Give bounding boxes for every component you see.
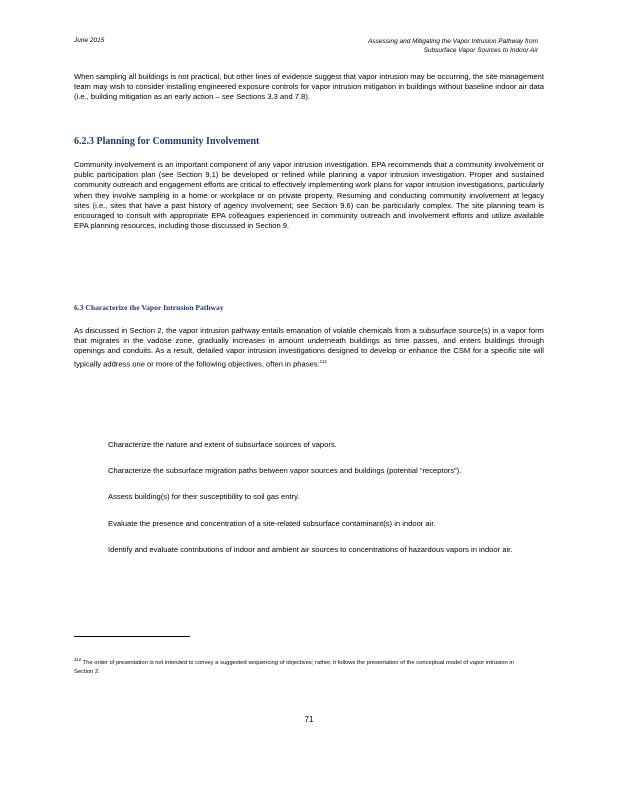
section-623-body: Community involvement is an important component of any vapor intrusion investigation. EPA recommends that a community involvement or public participation plan (see Section 9.1) be developed or refined while planning a vapor intrusion investigation. Proper and sustained community outreach and engagement efforts are critical to effectively implementing work plans for vapor intrusion investigations, particularly when they involve sampling in a home or workplace or on private property. Resuming and conducting community involvement at legacy sites (i.e., sites that have a past history of agency involvement; see Section 9.6) can be particularly complex. The site planning team is encouraged to consult with appropriate EPA colleagues experienced in community outreach and involvement efforts and utilize available EPA planning resources, including those discussed in Section 9.: [74, 160, 544, 231]
list-item: [88, 519, 543, 529]
section-63-body: [74, 326, 544, 369]
page-number: 71: [304, 715, 314, 724]
list-item-text: Characterize the subsurface migration paths between vapor sources and buildings (potential “receptors”).: [108, 466, 462, 476]
list-item: [88, 492, 543, 502]
list-item-text: Assess building(s) for their susceptibility to soil gas entry.: [108, 492, 300, 502]
section-63-heading: 6.3 Characterize the Vapor Intrusion Pathway: [74, 303, 224, 312]
header-date: June 2015: [74, 37, 105, 44]
list-item: [88, 440, 543, 450]
list-item-text: Identify and evaluate contributions of indoor and ambient air sources to concentrations of hazardous vapors in indoor air.: [108, 544, 513, 554]
footnote-divider: [74, 636, 190, 637]
section-63-body-text: As discussed in Section 2, the vapor intrusion pathway entails emanation of volatile chemicals from a subsurface source(s) in a vapor form that migrates in the vadose zone, gradually increases in amount underneath buildings as time passes, and enters buildings through openings and conduits. As a result, detailed vapor intrusion investigations designed to develop or enhance the CSM for a specific site will typically address one or more of the following objectives, often in phases:: [74, 326, 544, 369]
footnote-text: The order of presentation is not intended to convey a suggested sequencing of objectives; rather, it follows the presentation of the conceptual model of vapor intrusion in Section 2.: [74, 659, 514, 675]
footnote: [74, 655, 514, 677]
footnote-number: 112: [74, 657, 82, 662]
section-623-heading: 6.2.3 Planning for Community Involvement: [74, 136, 260, 147]
header-title-line1: Assessing and Mitigating the Vapor Intrusion Pathway from: [368, 38, 538, 45]
list-item: [88, 466, 543, 476]
header-title-line2: Subsurface Vapor Sources to Indoor Air: [423, 47, 538, 54]
intro-paragraph: When sampling all buildings is not practical, but other lines of evidence suggest that vapor intrusion may be occurring, the site management team may wish to consider installing engineered exposure controls for vapor intrusion mitigation in buildings without baseline indoor air data (i.e., building mitigation as an early action – see Sections 3.3 and 7.8).: [74, 72, 544, 102]
list-item-text: Evaluate the presence and concentration of a site-related subsurface contaminant(s) in indoor air.: [108, 518, 436, 528]
list-item-text: Characterize the nature and extent of subsurface sources of vapors.: [108, 440, 337, 449]
list-item: [88, 545, 543, 555]
objectives-list: [88, 440, 543, 571]
header-title: [278, 37, 538, 55]
footnote-reference: 112: [319, 358, 327, 364]
